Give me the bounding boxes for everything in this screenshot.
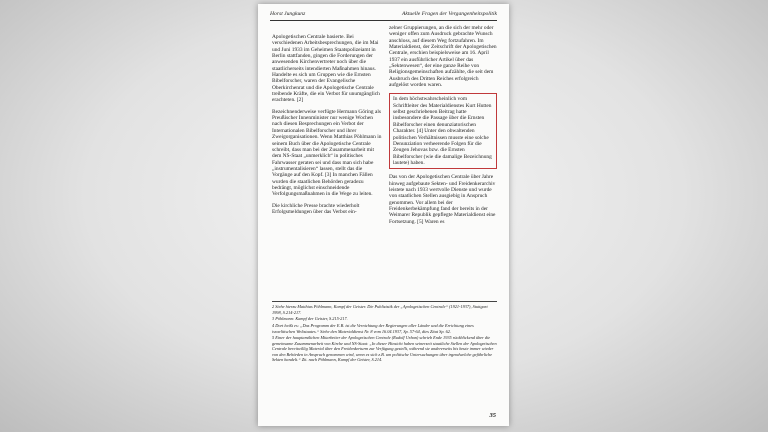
running-header — [270, 11, 497, 21]
footnote: 5 Einer der hauptamtlichen Mitarbeiter der Apologetischen Centrale (Rudolf Urban) schrieb Ende 1935 rückblickend über die gemeinsame Zusammenarbeit von Kirche und NS-Staat: „In dieser Hinsicht haben seinerzeit staatliche Stellen der Apologetischen Centrale bereitwillig Material über den Freidenkerturm zur Verfügung gestellt, während sie andererseits bis heute immer wieder von den Behörden in Anspruch genommen wird, wenn es sich z.B. um politische Untersuchungen über irgendwelche gefährliche Sekten handelt.“ Zit. nach Pöhlmann, Kampf der Geister, S.214. — [272, 335, 497, 363]
paragraph: Bezeichnenderweise verfügte Hermann Göring als Preußischer Innenminister nur wenige Wochen nach diesen Besprechungen ein Verbot der Internationalen Bibelforscher und ihrer Zweigorganisationen. Wenn Matthias Pöhlmann in seinem Buch über die Apologetische Centrale schreibt, dass man bei der Zusammenarbeit mit dem NS-Staat „unmerklich“ in politisches Fahrwasser geraten sei und dass man sich habe „instrumentalisieren“ lassen, stellt das die Vorgänge auf den Kopf. [3] In manchen Fällen wurden die staatlichen Behörden geradezu bedrängt, möglichst einschneidende Verfolgungsmaßnahmen in die Wege zu leiten. — [272, 108, 382, 198]
paragraph: Apologetischen Centrale basierte. Bei verschiedenen Arbeitsbesprechungen, die im Mai und Juni 1933 im Geheimen Staatspolizeiamt in Berlin stattfanden, gingen die Forderungen der anwesenden Kirchenvertreter noch über die staatlicherseits intendierten Maßnahmen hinaus. Handelte es sich um Gruppen wie die Ernsten Bibelforscher, waren der Evangelische Oberkirchenrat und die Apologetische Centrale treibende Kräfte, die ein Verbot für unumgänglich erachteten. [2] — [272, 34, 380, 104]
page-number: 35 — [489, 412, 496, 419]
left-column — [272, 34, 382, 220]
header-title: Aktuelle Fragen der Vergangenheitspolitik — [401, 11, 497, 17]
footnotes — [272, 301, 497, 364]
header-author: Horst Jungkunz — [270, 11, 306, 17]
document-page — [258, 4, 509, 426]
paragraph: zelner Gruppierungen, an die sich der mehr oder weniger offen zum Ausdruck gebrachte Wunsch anschloss, auf diesem Weg fortzufahren. Im Materialdienst, der Zeitschrift der Apologetischen Centrale, erschien beispielsweise am 16. April 1937 ein ausführlicher Artikel über das „Sektenwesen“, der eine ganze Reihe von Religionsgemeinschaften aufzählte, die seit dem Ausbruch des Dritten Reiches erfolgreich aufgelöst worden waren. — [389, 25, 497, 89]
paragraph: Das von der Apologetischen Centrale über Jahre hinweg aufgebaute Sekten- und Freidenkerarchiv leistete nach 1933 wertvolle Dienste und wurde von staatlichen Stellen ausgiebig in Anspruch genommen. Vor allem bei der Freidenkerbekämpfung fand der bereits in der Weimarer Republik gepflegte Materialdienst eine Fortsetzung. [5] Waren es — [389, 174, 496, 225]
footnote: 3 Pöhlmann: Kampf der Geister, S.215-217. — [272, 316, 348, 322]
highlighted-passage: In dem höchstwahrscheinlich vom Schriftleiter des Materialdienstes Kurt Hutten selbst geschriebenen Beitrag hatte insbesondere die Passage über die Ernsten Bibelforscher einen denunziatorischen Charakter. [4] Unter den obwaltenden politischen Verhältnissen musste eine solche Denunziation verheerende Folgen für die Zeugen Jehovas bzw. die Ernsten Bibelforscher (wie die damalige Bezeichnung lautete) haben. — [389, 93, 497, 169]
right-column — [389, 25, 497, 230]
footnote: 4 Dort heißt es: „Das Programm der E.B. ist die Vernichtung der Regierungen aller Länder und die Errichtung eines israelitischen Weltstaates.“ Siehe den Materialdienst Nr. 8 vom 16.04.1937, Sp. 57-64, dies Zitat Sp. 62. — [272, 323, 474, 334]
paragraph: Die kirchliche Presse brachte wiederholt Erfolgsmeldungen über das Verbot ein- — [272, 202, 360, 215]
footnote: 2 Siehe hierzu Matthias Pöhlmann, Kampf der Geister. Die Publizistik der „Apologetischen Centrale“ (1921-1937), Stuttgart 1998, S.214-217. — [272, 304, 488, 315]
